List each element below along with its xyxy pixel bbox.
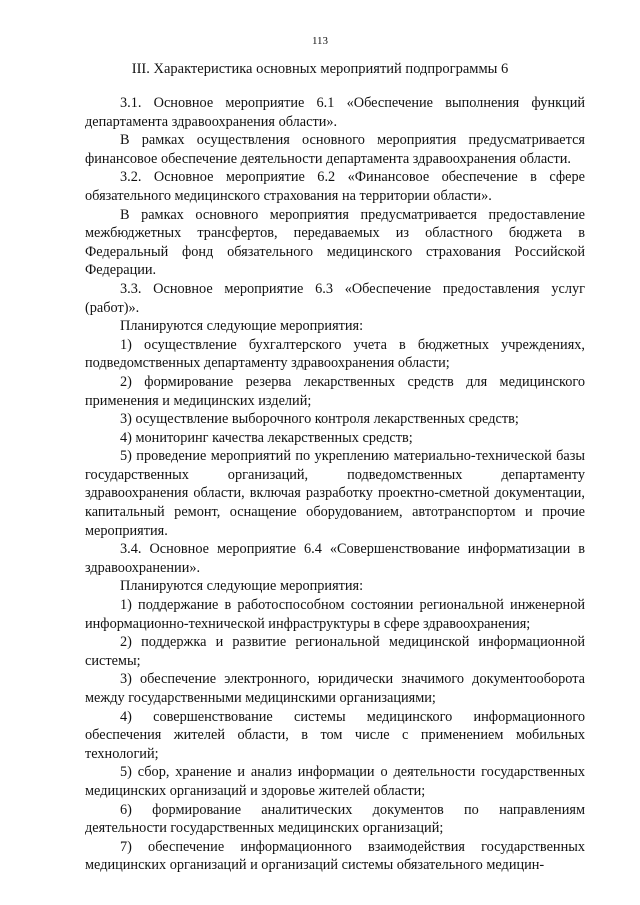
list-item: 1) осуществление бухгалтерского учета в бюджетных учреждениях, подведомственных департаменту здравоохранения области; [85,336,585,372]
list-item: 5) сбор, хранение и анализ информации о деятельности государственных медицинских организаций и здоровье жителей области; [85,764,585,799]
list-item: 2) формирование резерва лекарственных средств для медицинского применения и медицинских изделий; [85,373,585,409]
list-item: 1) поддержание в работоспособном состоянии региональной инженерной информационно-технической инфраструктуры в сфере здравоохранения; [85,597,585,632]
paragraph: 3.2. Основное мероприятие 6.2 «Финансовое обеспечение в сфере обязательного медицинского страхования на территории области». [85,169,585,204]
list-item: 7) обеспечение информационного взаимодействия государственных медицинских организаций и организаций системы обязательного медицин- [85,838,585,874]
paragraph: В рамках осуществления основного мероприятия предусматривается финансовое обеспечение деятельности департамента здравоохранения области. [85,132,585,167]
paragraph: 3.4. Основное мероприятие 6.4 «Совершенствование информатизации в здравоохранении». [85,541,585,576]
list-item: 3) осуществление выборочного контроля лекарственных средств; [120,411,519,428]
paragraph: Планируются следующие мероприятия: [120,318,364,335]
list-item: 2) поддержка и развитие региональной медицинской информационной системы; [85,634,585,669]
list-item: 4) совершенствование системы медицинского информационного обеспечения жителей области, в том числе с применением мобильных технологий; [85,708,585,762]
list-item: 6) формирование аналитических документов по направлениям деятельности государственных медицинских организаций; [85,801,585,837]
section-heading: III. Характеристика основных мероприятий подпрограммы 6 [131,61,509,77]
list-item: 3) обеспечение электронного, юридически значимого документооборота между государственными медицинскими организациями; [85,671,585,706]
list-item: 5) проведение мероприятий по укреплению материально-технической базы государственных организаций, подведомственных департаменту здравоохранения области, включая разработку проектно-сметной документации, капитальный ремонт, оснащение оборудованием, автотранспортом и прочие мероприятия. [85,448,585,539]
paragraph: 3.1. Основное мероприятие 6.1 «Обеспечение выполнения функций департамента здравоохранения области». [85,95,585,130]
list-item: 4) мониторинг качества лекарственных средств; [120,429,413,446]
paragraph: В рамках основного мероприятия предусматривается предоставление межбюджетных трансфертов, передаваемых из областного бюджета в Федеральный фонд обязательного медицинского страхования Российской Федерации. [85,206,585,279]
paragraph: 3.3. Основное мероприятие 6.3 «Обеспечение предоставления услуг (работ)». [85,280,585,316]
document-body [85,94,585,875]
paragraph: Планируются следующие мероприятия: [120,578,364,595]
page-number: 113 [311,35,329,47]
